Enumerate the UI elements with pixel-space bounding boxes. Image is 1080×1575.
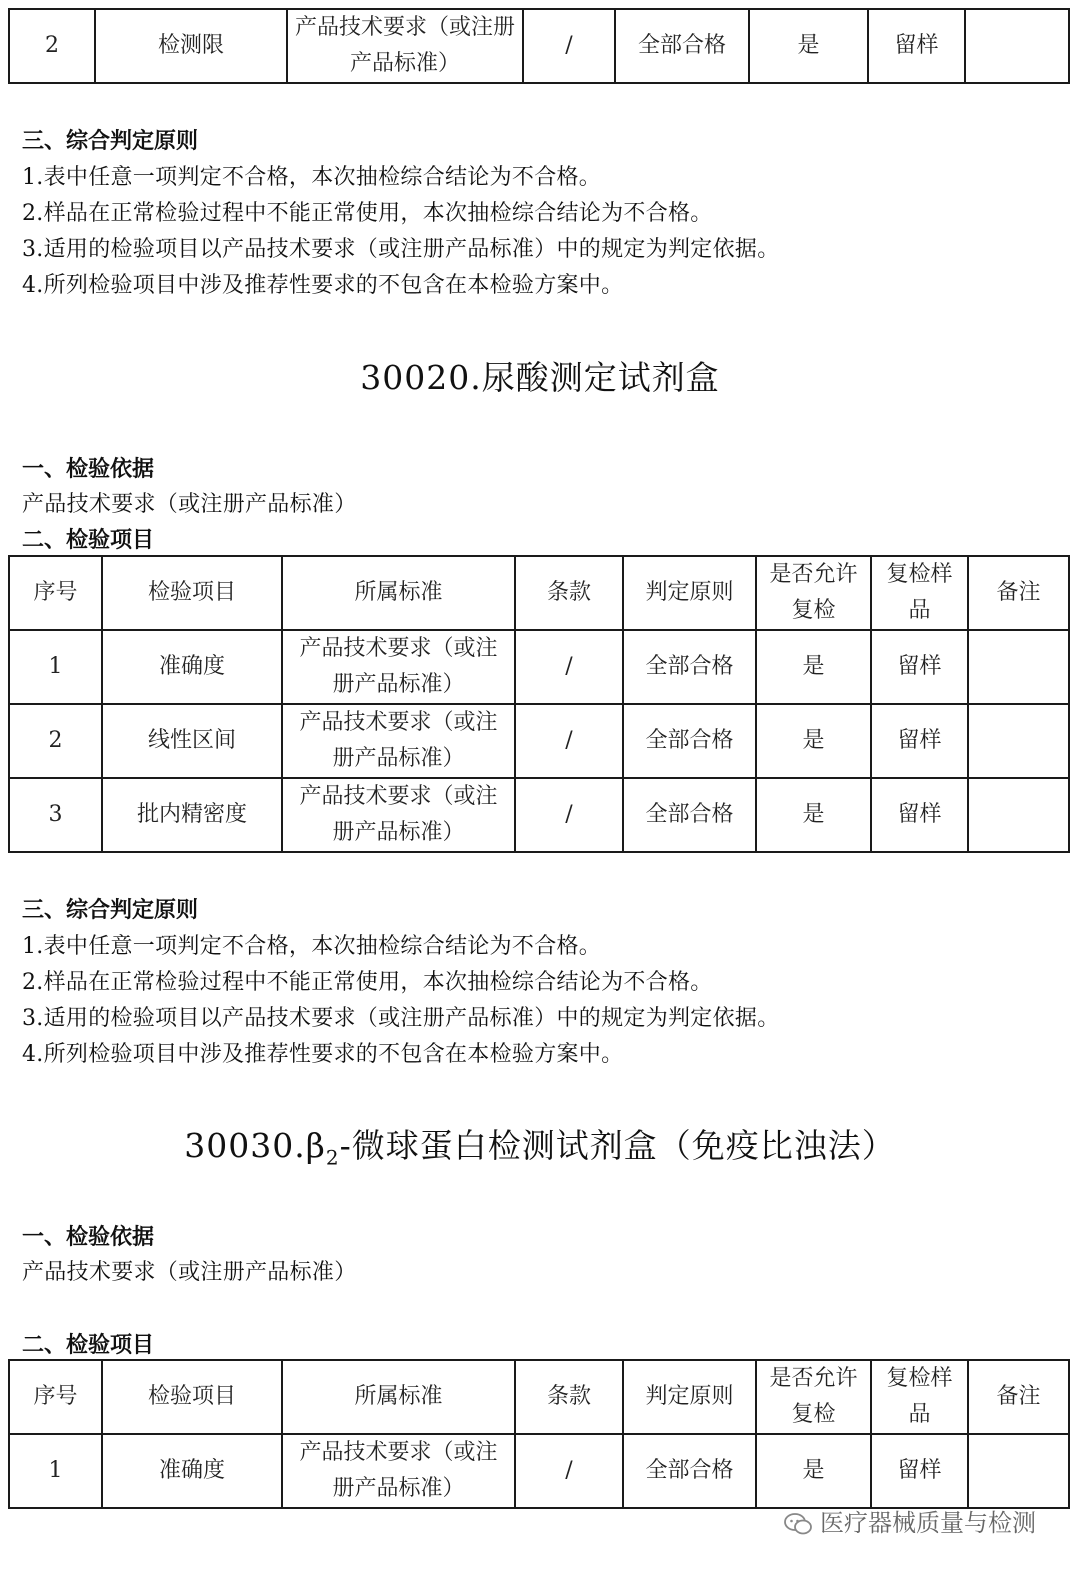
col-header: 是否允许复检 bbox=[756, 556, 871, 630]
cell-item: 检测限 bbox=[95, 9, 287, 83]
cell-rule: 全部合格 bbox=[623, 778, 756, 852]
cell-note bbox=[968, 1434, 1069, 1508]
cell-note bbox=[965, 9, 1069, 83]
cell-rule: 全部合格 bbox=[623, 704, 756, 778]
wechat-icon bbox=[784, 1513, 812, 1535]
col-header: 所属标准 bbox=[282, 1360, 515, 1434]
cell-item: 线性区间 bbox=[102, 704, 282, 778]
col-header: 序号 bbox=[9, 1360, 102, 1434]
cell-standard: 产品技术要求（或注册产品标准） bbox=[282, 778, 515, 852]
basis-text: 产品技术要求（或注册产品标准） bbox=[22, 1260, 357, 1285]
cell-item: 批内精密度 bbox=[102, 778, 282, 852]
basis-text: 产品技术要求（或注册产品标准） bbox=[22, 492, 357, 517]
cell-no: 3 bbox=[9, 778, 102, 852]
cell-no: 1 bbox=[9, 1434, 102, 1508]
col-header: 序号 bbox=[9, 556, 102, 630]
cell-rule: 全部合格 bbox=[623, 1434, 756, 1508]
col-header: 是否允许复检 bbox=[756, 1360, 871, 1434]
watermark-text: 医疗器械质量与检测 bbox=[820, 1509, 1036, 1537]
cell-no: 1 bbox=[9, 630, 102, 704]
col-header: 复检样品 bbox=[871, 1360, 968, 1434]
cell-sample: 留样 bbox=[871, 704, 968, 778]
col-header: 复检样品 bbox=[871, 556, 968, 630]
table-row bbox=[9, 9, 1069, 83]
cell-note bbox=[968, 630, 1069, 704]
cell-sample: 留样 bbox=[871, 778, 968, 852]
col-header: 备注 bbox=[968, 1360, 1069, 1434]
cell-standard: 产品技术要求（或注册产品标准） bbox=[282, 1434, 515, 1508]
items-table bbox=[8, 1359, 1070, 1509]
principle-line: 3.适用的检验项目以产品技术要求（或注册产品标准）中的规定为判定依据。 bbox=[22, 1006, 780, 1031]
cell-standard: 产品技术要求（或注册产品标准） bbox=[282, 704, 515, 778]
col-header: 条款 bbox=[515, 1360, 623, 1434]
table-row bbox=[9, 704, 1069, 778]
watermark bbox=[784, 1503, 1036, 1538]
section-title: 30020.尿酸测定试剂盒 bbox=[360, 358, 720, 397]
principle-line: 2.样品在正常检验过程中不能正常使用，本次抽检综合结论为不合格。 bbox=[22, 970, 713, 995]
items-table bbox=[8, 555, 1070, 853]
title-suffix: -微球蛋白检测试剂盒（免疫比浊法） bbox=[339, 1126, 896, 1165]
col-header: 所属标准 bbox=[282, 556, 515, 630]
col-header: 判定原则 bbox=[623, 1360, 756, 1434]
cell-item: 准确度 bbox=[102, 1434, 282, 1508]
col-header: 条款 bbox=[515, 556, 623, 630]
cell-recheck: 是 bbox=[749, 9, 868, 83]
principle-line: 4.所列检验项目中涉及推荐性要求的不包含在本检验方案中。 bbox=[22, 273, 624, 298]
cell-no: 2 bbox=[9, 704, 102, 778]
cell-clause: / bbox=[515, 630, 623, 704]
section-title bbox=[0, 1120, 1080, 1170]
cell-clause: / bbox=[523, 9, 615, 83]
table-row bbox=[9, 1434, 1069, 1508]
cell-recheck: 是 bbox=[756, 704, 871, 778]
principle-line: 4.所列检验项目中涉及推荐性要求的不包含在本检验方案中。 bbox=[22, 1042, 624, 1067]
cell-recheck: 是 bbox=[756, 630, 871, 704]
col-header: 检验项目 bbox=[102, 556, 282, 630]
title-subscript: 2 bbox=[325, 1145, 340, 1170]
top-table bbox=[8, 8, 1070, 84]
items-heading: 二、检验项目 bbox=[22, 528, 155, 553]
cell-clause: / bbox=[515, 1434, 623, 1508]
principle-line: 3.适用的检验项目以产品技术要求（或注册产品标准）中的规定为判定依据。 bbox=[22, 237, 780, 262]
cell-recheck: 是 bbox=[756, 778, 871, 852]
principle-line: 1.表中任意一项判定不合格，本次抽检综合结论为不合格。 bbox=[22, 165, 602, 190]
cell-note bbox=[968, 778, 1069, 852]
basis-heading: 一、检验依据 bbox=[22, 457, 155, 482]
cell-no: 2 bbox=[9, 9, 95, 83]
table-header-row bbox=[9, 1360, 1069, 1434]
cell-recheck: 是 bbox=[756, 1434, 871, 1508]
cell-sample: 留样 bbox=[871, 1434, 968, 1508]
cell-clause: / bbox=[515, 704, 623, 778]
cell-sample: 留样 bbox=[871, 630, 968, 704]
cell-rule: 全部合格 bbox=[615, 9, 749, 83]
cell-standard: 产品技术要求（或注册产品标准） bbox=[282, 630, 515, 704]
items-heading: 二、检验项目 bbox=[22, 1333, 155, 1358]
cell-item: 准确度 bbox=[102, 630, 282, 704]
cell-sample: 留样 bbox=[868, 9, 965, 83]
basis-heading: 一、检验依据 bbox=[22, 1225, 155, 1250]
table-row bbox=[9, 630, 1069, 704]
table-header-row bbox=[9, 556, 1069, 630]
cell-clause: / bbox=[515, 778, 623, 852]
cell-standard: 产品技术要求（或注册产品标准） bbox=[287, 9, 523, 83]
title-prefix: 30030.β bbox=[184, 1126, 326, 1165]
table-row bbox=[9, 778, 1069, 852]
cell-rule: 全部合格 bbox=[623, 630, 756, 704]
col-header: 判定原则 bbox=[623, 556, 756, 630]
judge-heading: 三、综合判定原则 bbox=[22, 898, 199, 923]
principle-line: 1.表中任意一项判定不合格，本次抽检综合结论为不合格。 bbox=[22, 934, 602, 959]
col-header: 检验项目 bbox=[102, 1360, 282, 1434]
cell-note bbox=[968, 704, 1069, 778]
col-header: 备注 bbox=[968, 556, 1069, 630]
principle-line: 2.样品在正常检验过程中不能正常使用，本次抽检综合结论为不合格。 bbox=[22, 201, 713, 226]
judge-heading: 三、综合判定原则 bbox=[22, 129, 199, 154]
